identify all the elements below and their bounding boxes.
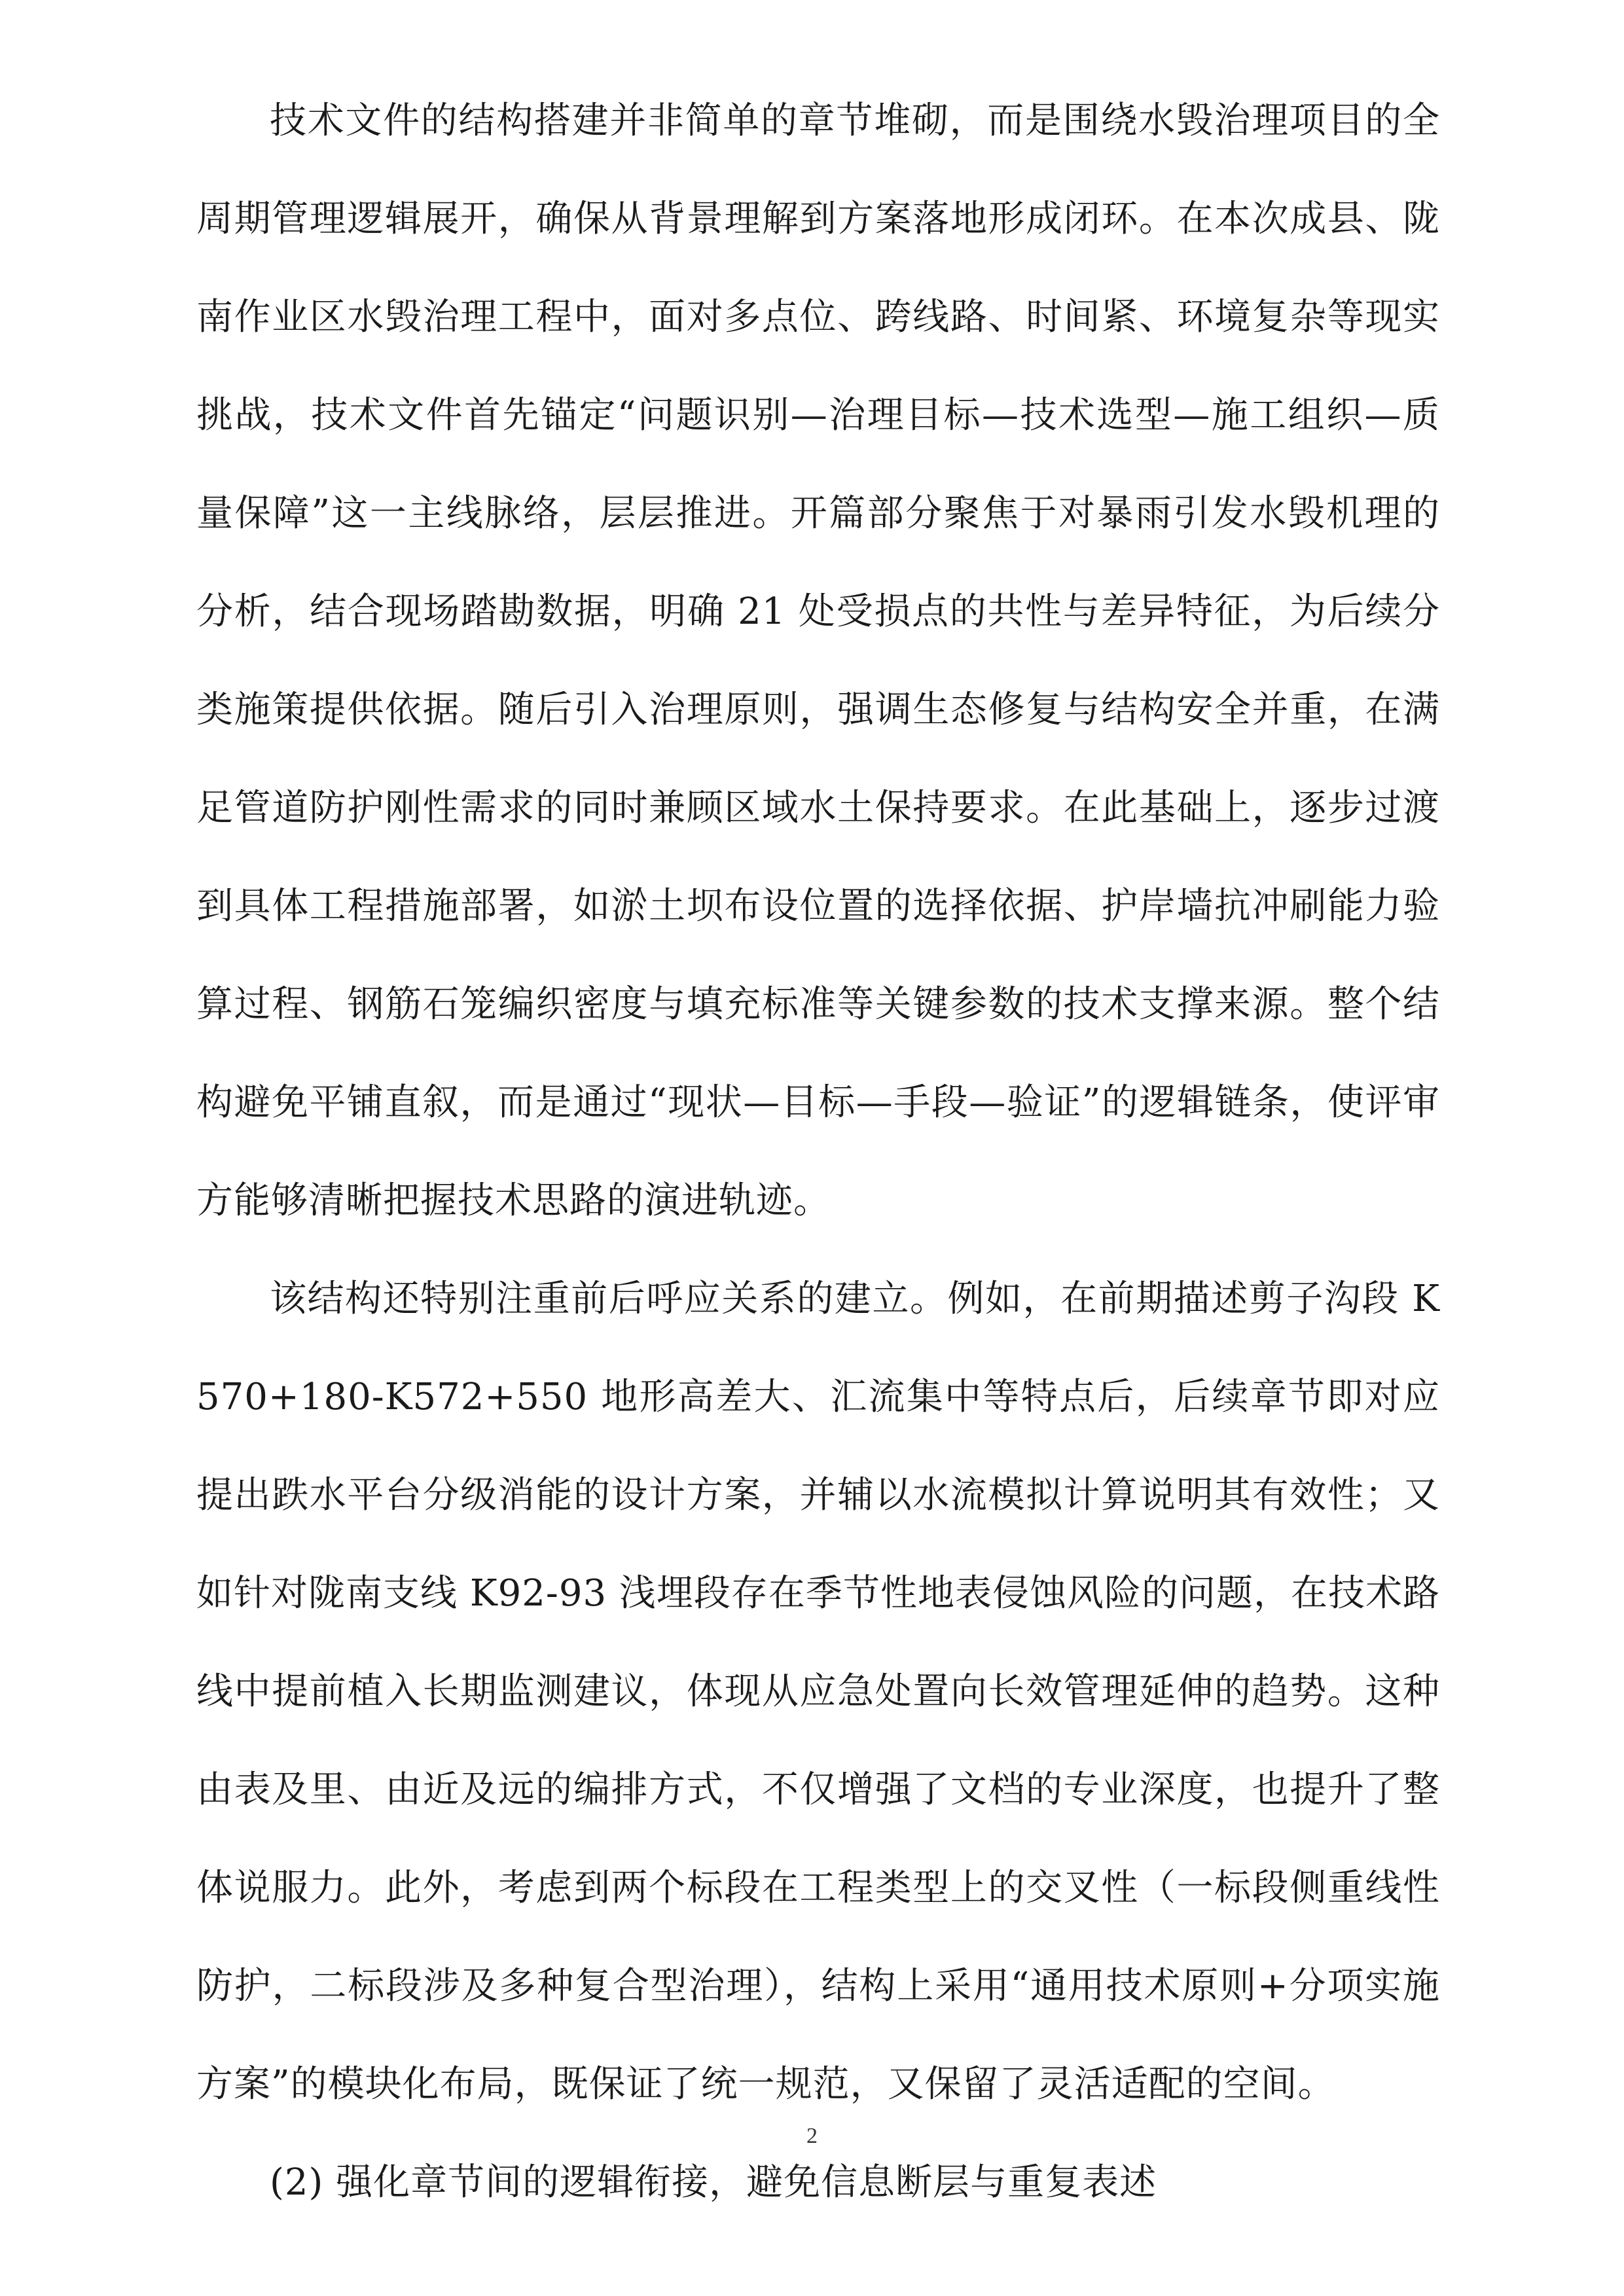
body-paragraph-1: 技术文件的结构搭建并非简单的章节堆砌，而是围绕水毁治理项目的全周期管理逻辑展开，确保从背景理解到方案落地形成闭环。在本次成县、陇南作业区水毁治理工程中，面对多点位、跨线路、时间紧、环境复杂等现实挑战，技术文件首先锚定“问题识别—治理目标—技术选型—施工组织—质量保障”这一主线脉络，层层推进。开篇部分聚焦于对暴雨引发水毁机理的分析，结合现场踏勘数据，明确 21 处受损点的共性与差异特征，为后续分类施策提供依据。随后引入治理原则，强调生态修复与结构安全并重，在满足管道防护刚性需求的同时兼顾区域水土保持要求。在此基础上，逐步过渡到具体工程措施部署，如淤土坝布设位置的选择依据、护岸墙抗冲刷能力验算过程、钢筋石笼编织密度与填充标准等关键参数的技术支撑来源。整个结构避免平铺直叙，而是通过“现状—目标—手段—验证”的逻辑链条，使评审方能够清晰把握技术思路的演进轨迹。 bbox=[196, 99, 1440, 1222]
page-number: 2 bbox=[806, 2124, 818, 2148]
document-page bbox=[196, 72, 1440, 2232]
body-paragraph-2: 该结构还特别注重前后呼应关系的建立。例如，在前期描述剪子沟段 K570+180-K572+550 地形高差大、汇流集中等特点后，后续章节即对应提出跌水平台分级消能的设计方案，并辅以水流模拟计算说明其有效性；又如针对陇南支线 K92-93 浅埋段存在季节性地表侵蚀风险的问题，在技术路线中提前植入长期监测建议，体现从应急处置向长效管理延伸的趋势。这种由表及里、由近及远的编排方式，不仅增强了文档的专业深度，也提升了整体说服力。此外，考虑到两个标段在工程类型上的交叉性（一标段侧重线性防护，二标段涉及多种复合型治理），结构上采用“通用技术原则+分项实施方案”的模块化布局，既保证了统一规范，又保留了灵活适配的空间。 bbox=[196, 1278, 1440, 2106]
section-heading: (2) 强化章节间的逻辑衔接，避免信息断层与重复表述 bbox=[270, 2161, 1157, 2204]
